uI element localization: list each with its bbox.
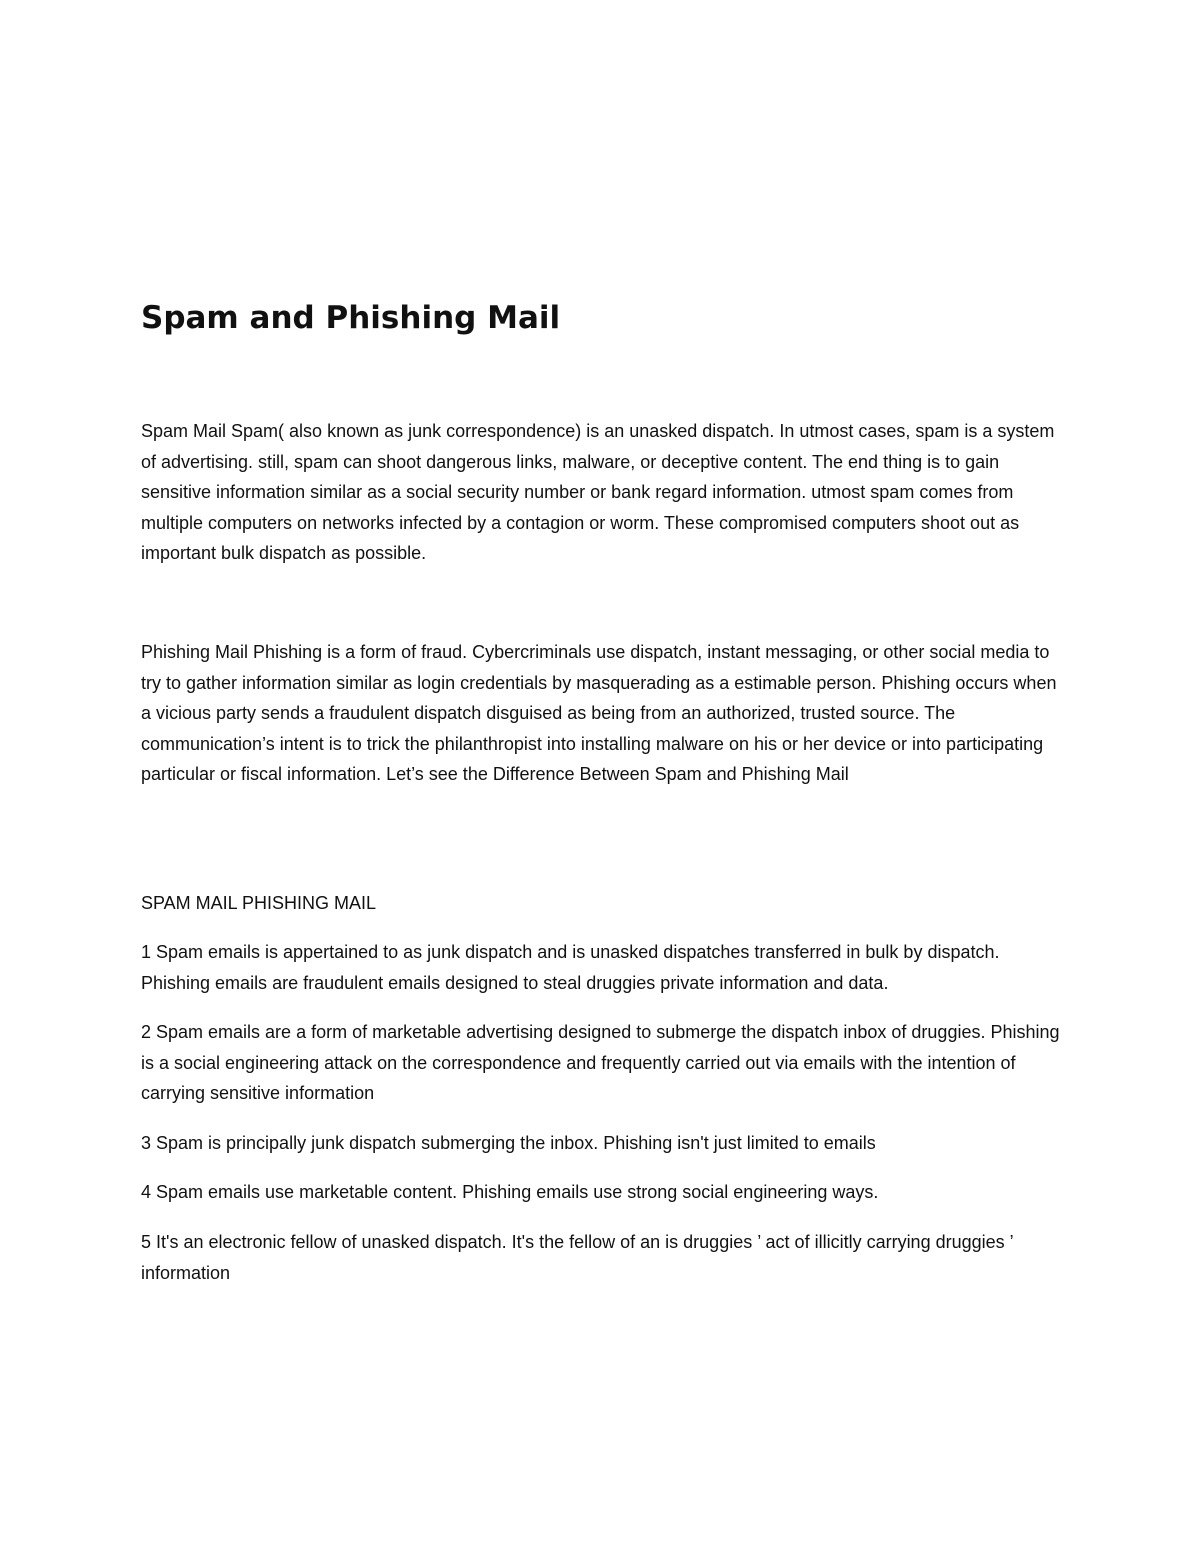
comparison-item-4: 4 Spam emails use marketable content. Phishing emails use strong social engineering ways. [141, 1182, 879, 1202]
spam-mail-paragraph: Spam Mail Spam( also known as junk correspondence) is an unasked dispatch. In utmost cases, spam is a system of advertising. still, spam can shoot dangerous links, malware, or deceptive content. The end thing is to gain sensitive information similar as a social security number or bank regard information. utmost spam comes from multiple computers on networks infected by a contagion or worm. These compromised computers shoot out as important bulk dispatch as possible. [141, 421, 1055, 563]
document-title: Spam and Phishing Mail [141, 300, 561, 336]
comparison-item-2: 2 Spam emails are a form of marketable advertising designed to submerge the dispatch inbox of druggies. Phishing is a social engineering attack on the correspondence and frequently carried out via emails with the intention of carrying sensitive information [141, 1022, 1060, 1103]
phishing-mail-paragraph: Phishing Mail Phishing is a form of fraud. Cybercriminals use dispatch, instant messaging, or other social media to try to gather information similar as login credentials by masquerading as a estimable person. Phishing occurs when a vicious party sends a fraudulent dispatch disguised as being from an authorized, trusted source. The communication’s intent is to trick the philanthropist into installing malware on his or her device or into participating particular or fiscal information. Let’s see the Difference Between Spam and Phishing Mail [141, 642, 1057, 784]
comparison-item-5: 5 It's an electronic fellow of unasked dispatch. It's the fellow of an is druggies ’ act of illicitly carrying druggies ’ information [141, 1232, 1013, 1283]
comparison-header: SPAM MAIL PHISHING MAIL [141, 893, 377, 913]
comparison-item-3: 3 Spam is principally junk dispatch submerging the inbox. Phishing isn't just limited to emails [141, 1133, 876, 1153]
comparison-item-1: 1 Spam emails is appertained to as junk dispatch and is unasked dispatches transferred in bulk by dispatch. Phishing emails are fraudulent emails designed to steal druggies private information and data. [141, 942, 1000, 993]
